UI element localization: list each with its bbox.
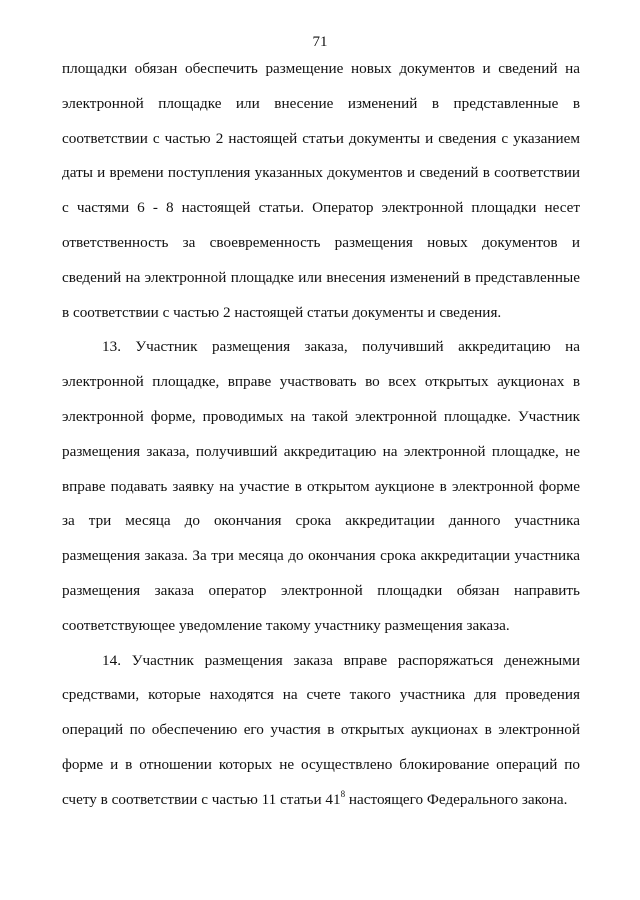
article-superscript: 8 [340, 788, 346, 799]
paragraph-13: 13. Участник размещения заказа, получивший аккредитацию на электронной площадке, вправе участвовать во всех открытых аукционах в электронной форме, проводимых на такой электронной площадке. Участник размещения заказа, получивший аккредитацию на электронной площадке, не вправе подавать заявку на участие в открытом аукционе в электронной форме за три месяца до окончания срока аккредитации данного участника размещения заказа. За три месяца до окончания срока аккредитации участника размещения заказа оператор электронной площадки обязан направить соответствующее уведомление такому участнику размещения заказа. [62, 338, 580, 634]
page-number: 71 [312, 34, 328, 50]
paragraph-14-ending: настоящего Федерального закона. [345, 790, 568, 808]
paragraph-14-text: 14. Участник размещения заказа вправе распоряжаться денежными средствами, которые находятся на счете такого участника для проведения операций по обеспечению его участия в открытых аукционах в электронной форме и в отношении которых не осуществлено блокирование операций по счету в соответствии с частью 11 статьи 41 [62, 651, 580, 808]
paragraph-14 [62, 644, 580, 818]
paragraph-continuation: площадки обязан обеспечить размещение новых документов и сведений на электронной площадке или внесение изменений в представленные в соответствии с частью 2 настоящей статьи документы и сведения с указанием даты и времени поступления указанных документов и сведений в соответствии с частями 6 - 8 настоящей статьи. Оператор электронной площадки несет ответственность за своевременность размещения новых документов и сведений на электронной площадке или внесения изменений в представленные в соответствии с частью 2 настоящей статьи документы и сведения. [62, 60, 580, 321]
document-body [62, 52, 580, 818]
